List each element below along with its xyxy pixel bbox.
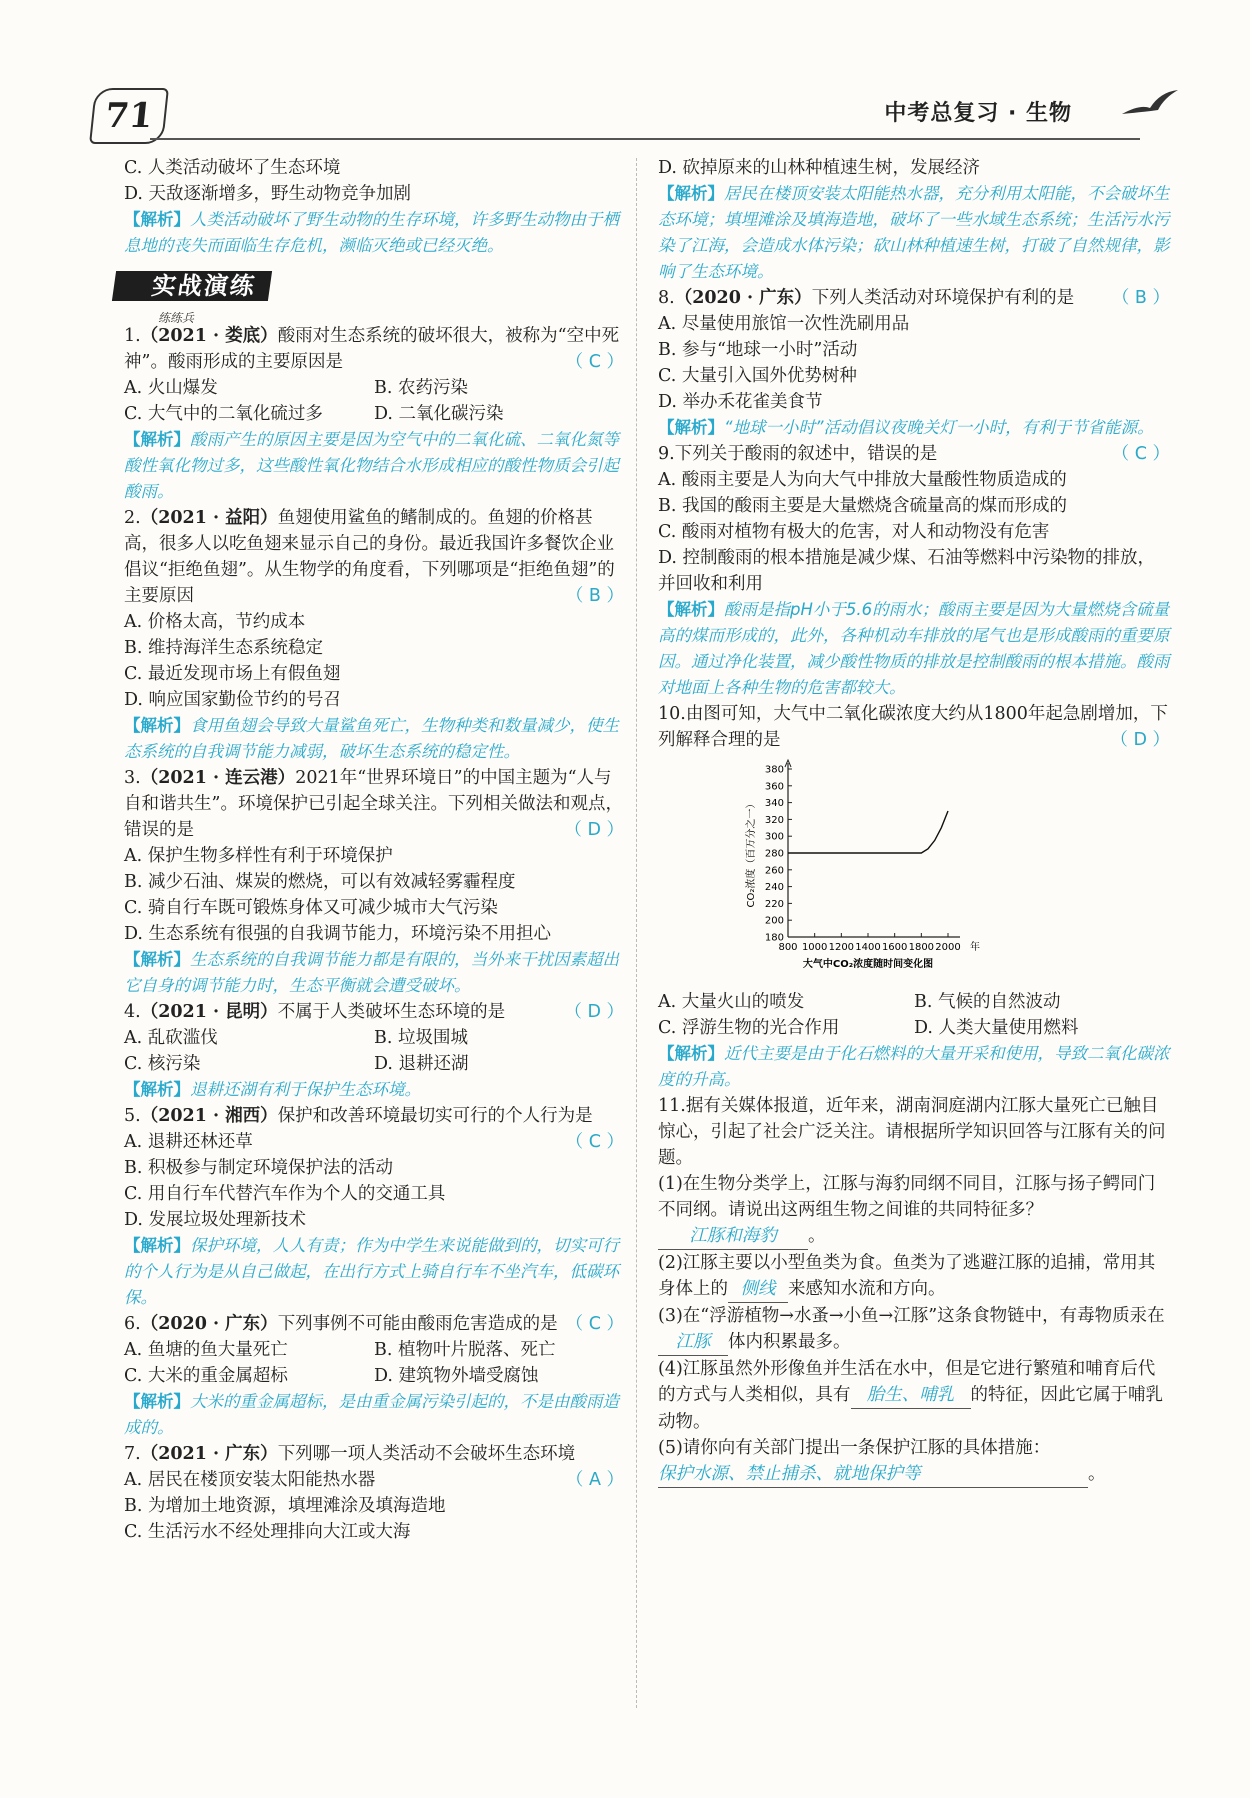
section-practice — [104, 265, 624, 325]
y-tick-label: 300 — [764, 831, 784, 843]
x-tick-label: 2000 — [935, 942, 961, 953]
explanation: 【解析】酸雨是指pH小于5.6的雨水；酸雨主要是因为大量燃烧含硫量高的煤而形成的，此外，各种机动车排放的尾气也是形成酸雨的重要原因。通过净化装置，减少酸性物质的排放是控制酸雨的根本措施。酸雨对地面上各种生物的危害都较大。 — [658, 600, 1170, 697]
co2-chart-svg — [718, 757, 1018, 987]
question-2: 2.（2021 · 益阳）鱼翅使用鲨鱼的鳍制成的。鱼翅的价格甚高，很多人以吃鱼翅来显示自己的身份。最近我国许多餐饮企业倡议“拒绝鱼翅”。从生物学的角度看，下列哪项是“拒绝鱼翅”的主要原因 （ B ） — [124, 505, 624, 609]
option: D. 退耕还湖 — [374, 1054, 469, 1074]
option: B. 农药污染 — [374, 378, 468, 398]
option: B. 为增加土地资源，填埋滩涂及填海造地 — [124, 1496, 446, 1516]
answer: （ C ） — [565, 1314, 624, 1334]
y-axis-label: CO₂浓度（百万分之一） — [746, 798, 757, 908]
option: B. 垃圾围城 — [374, 1028, 468, 1048]
y-tick-label: 320 — [764, 814, 784, 826]
subquestion-1: (1)在生物分类学上，江豚与海豹同纲不同目，江豚与扬子鳄同门不同纲。请说出这两组生物之间谁的共同特征多？ — [658, 1174, 1156, 1220]
option: A. 火山爆发 — [124, 378, 218, 398]
option: A. 保护生物多样性有利于环境保护 — [124, 846, 393, 866]
option: C. 骑自行车既可锻炼身体又可减少城市大气污染 — [124, 898, 498, 918]
y-tick-label: 360 — [764, 781, 784, 793]
y-tick-label: 200 — [764, 915, 784, 927]
question-1: 1.（2021 · 娄底）酸雨对生态系统的破坏很大，被称为“空中死神”。酸雨形成的主要原因是 （ C ） — [124, 323, 624, 375]
option: B. 积极参与制定环境保护法的活动 — [124, 1158, 393, 1178]
co2-chart — [718, 757, 1018, 987]
option: C. 酸雨对植物有极大的危害，对人和动物没有危害 — [658, 522, 1050, 542]
x-tick-label: 1800 — [908, 942, 935, 953]
question-8: 8.（2020 · 广东）下列人类活动对环境保护有利的是 （ B ） — [658, 285, 1170, 311]
option: C. 大气中的二氧化硫过多 — [124, 404, 323, 424]
explanation: 【解析】近代主要是由于化石燃料的大量开采和使用，导致二氧化碳浓度的升高。 — [658, 1044, 1170, 1089]
y-tick-label: 280 — [764, 848, 784, 860]
option: A. 酸雨主要是人为向大气中排放大量酸性物质造成的 — [658, 470, 1067, 490]
question-7: 7.（2021 · 广东）下列哪一项人类活动不会破坏生态环境 （ A ） — [124, 1441, 624, 1467]
x-axis-label: 年 — [970, 942, 980, 953]
chart-title: 大气中CO₂浓度随时间变化图 — [802, 959, 934, 970]
answer: （ D ） — [564, 1002, 624, 1022]
option: C. 用自行车代替汽车作为个人的交通工具 — [124, 1184, 446, 1204]
option: D. 发展垃圾处理新技术 — [124, 1210, 307, 1230]
option: D. 控制酸雨的根本措施是减少煤、石油等燃料中污染物的排放，并回收和利用 — [658, 548, 1156, 594]
subquestion-3: (3)在“浮游植物→水蚤→小鱼→江豚”这条食物链中，有毒物质汞在江豚 体内积累最多。 — [658, 1303, 1170, 1356]
question-4: 4.（2021 · 昆明）不属于人类破坏生态环境的是 （ D ） — [124, 999, 624, 1025]
explanation: 【解析】退耕还湖有利于保护生态环境。 — [124, 1080, 421, 1099]
option: B. 参与“地球一小时”活动 — [658, 340, 858, 360]
header-title: 中考总复习 · 生物 — [884, 101, 1072, 126]
option: A. 鱼塘的鱼大量死亡 — [124, 1340, 288, 1360]
option: B. 气候的自然波动 — [914, 992, 1061, 1012]
explanation: 【解析】食用鱼翅会导致大量鲨鱼死亡，生物种类和数量减少，使生态系统的自我调节能力减弱，破坏生态系统的稳定性。 — [124, 716, 619, 761]
answer: （ A ） — [565, 1470, 624, 1490]
answer: （ B ） — [565, 586, 624, 606]
option: B. 维持海洋生态系统稳定 — [124, 638, 323, 658]
option: A. 居民在楼顶安装太阳能热水器 — [124, 1470, 376, 1490]
y-tick-label: 340 — [764, 798, 784, 810]
page-header — [0, 0, 1250, 150]
option: D. 建筑物外墙受腐蚀 — [374, 1366, 539, 1386]
option: D. 举办禾花雀美食节 — [658, 392, 823, 412]
answer-line-1: 江豚和海豹 。 — [658, 1223, 1170, 1250]
option: C. 人类活动破坏了生态环境 — [124, 158, 341, 178]
explanation: 【解析】“地球一小时”活动倡议夜晚关灯一小时，有利于节省能源。 — [658, 418, 1154, 437]
answer: （ C ） — [1111, 444, 1170, 464]
explanation: 【解析】居民在楼顶安装太阳能热水器，充分利用太阳能，不会破坏生态环境；填埋滩涂及填海造地，破坏了一些水域生态系统；生活污水污染了江海，会造成水体污染；砍山林种植速生树，打破了自然规律，影响了生态环境。 — [658, 184, 1170, 281]
x-tick-label: 1000 — [801, 942, 828, 953]
header-rule — [150, 138, 1140, 140]
option: C. 生活污水不经处理排向大江或大海 — [124, 1522, 411, 1542]
option: C. 浮游生物的光合作用 — [658, 1018, 840, 1038]
x-tick-label: 1400 — [855, 942, 881, 953]
option: A. 大量火山的喷发 — [658, 992, 805, 1012]
explanation: 【解析】保护环境，人人有责；作为中学生来说能做到的，切实可行的个人行为是从自己做起，在出行方式上骑自行车不坐汽车，低碳环保。 — [124, 1236, 619, 1307]
question-11: 11.据有关媒体报道，近年来，湖南洞庭湖内江豚大量死亡已触目惊心，引起了社会广泛关注。请根据所学知识回答与江豚有关的问题。 — [658, 1096, 1166, 1168]
option: D. 生态系统有很强的自我调节能力，环境污染不用担心 — [124, 924, 552, 944]
option: A. 乱砍滥伐 — [124, 1028, 218, 1048]
x-tick-label: 1200 — [828, 942, 855, 953]
subquestion-4: (4)江豚虽然外形像鱼并生活在水中，但是它进行繁殖和哺育后代的方式与人类相似，具有 胎生、哺乳 的特征，因此它属于哺乳动物。 — [658, 1359, 1163, 1432]
bird-icon — [1120, 84, 1180, 124]
section-title: 实战演练 — [112, 271, 272, 301]
explanation: 【解析】大米的重金属超标，是由重金属污染引起的，不是由酸雨造成的。 — [124, 1392, 619, 1437]
y-tick-label: 380 — [764, 764, 784, 776]
option: D. 天敌逐渐增多，野生动物竞争加剧 — [124, 184, 412, 204]
explanation: 【解析】酸雨产生的原因主要是因为空气中的二氧化硫、二氧化氮等酸性氧化物过多，这些酸性氧化物结合水形成相应的酸性物质会引起酸雨。 — [124, 430, 619, 501]
left-column — [124, 155, 624, 1545]
y-tick-label: 180 — [764, 932, 784, 944]
option: A. 退耕还林还草 — [124, 1132, 253, 1152]
option: C. 大量引入国外优势树种 — [658, 366, 857, 386]
answer: （ B ） — [1111, 288, 1170, 308]
question-5: 5.（2021 · 湘西）保护和改善环境最切实可行的个人行为是 （ C ） — [124, 1103, 624, 1129]
answer: （ C ） — [565, 1132, 624, 1152]
answer: （ D ） — [564, 820, 624, 840]
answer: （ C ） — [565, 352, 624, 372]
right-column — [658, 155, 1170, 1488]
x-tick-label: 800 — [778, 942, 798, 953]
option: D. 响应国家勤俭节约的号召 — [124, 690, 342, 710]
subquestion-2: (2)江豚主要以小型鱼类为食。鱼类为了逃避江豚的追捕，常用其身体上的 侧线 来感知水流和方向。 — [658, 1250, 1170, 1303]
y-tick-label: 240 — [764, 882, 784, 894]
option: A. 尽量使用旅馆一次性洗刷用品 — [658, 314, 910, 334]
option: D. 人类大量使用燃料 — [914, 1018, 1079, 1038]
subquestion-5: (5)请你向有关部门提出一条保护江豚的具体措施： — [658, 1438, 1051, 1458]
option: D. 二氧化碳污染 — [374, 404, 504, 424]
explanation: 【解析】人类活动破坏了野生动物的生存环境，许多野生动物由于栖息地的丧失而面临生存危机，濒临灭绝或已经灭绝。 — [124, 210, 619, 255]
option: D. 砍掉原来的山林种植速生树，发展经济 — [658, 158, 981, 178]
question-6: 6.（2020 · 广东）下列事例不可能由酸雨危害造成的是 （ C ） — [124, 1311, 624, 1337]
co2-series-line — [788, 811, 948, 853]
explanation: 【解析】生态系统的自我调节能力都是有限的，当外来干扰因素超出它自身的调节能力时，生态平衡就会遭受破坏。 — [124, 950, 619, 995]
option: C. 最近发现市场上有假鱼翅 — [124, 664, 341, 684]
option: A. 价格太高，节约成本 — [124, 612, 306, 632]
question-3: 3.（2021 · 连云港）2021年“世界环境日”的中国主题为“人与自和谐共生”。环境保护已引起全球关注。下列相关做法和观点，错误的是 （ D ） — [124, 765, 624, 843]
y-tick-label: 260 — [764, 865, 784, 877]
answer: （ D ） — [1110, 730, 1170, 750]
option: C. 大米的重金属超标 — [124, 1366, 288, 1386]
question-9: 9.下列关于酸雨的叙述中，错误的是 （ C ） — [658, 441, 1170, 467]
option: B. 植物叶片脱落、死亡 — [374, 1340, 556, 1360]
x-tick-label: 1600 — [881, 942, 908, 953]
option: B. 我国的酸雨主要是大量燃烧含硫量高的煤而形成的 — [658, 496, 1067, 516]
option: C. 核污染 — [124, 1054, 201, 1074]
answer-line-5: 保护水源、禁止捕杀、就地保护等 。 — [658, 1461, 1170, 1488]
section-subtitle: 练练兵 — [158, 311, 195, 325]
y-tick-label: 220 — [764, 898, 784, 910]
page-number: 71 — [89, 88, 169, 144]
question-10: 10.由图可知，大气中二氧化碳浓度大约从1800年起急剧增加，下列解释合理的是 （ D ） — [658, 701, 1170, 753]
column-divider — [636, 158, 637, 1708]
option: B. 减少石油、煤炭的燃烧，可以有效减轻雾霾程度 — [124, 872, 516, 892]
